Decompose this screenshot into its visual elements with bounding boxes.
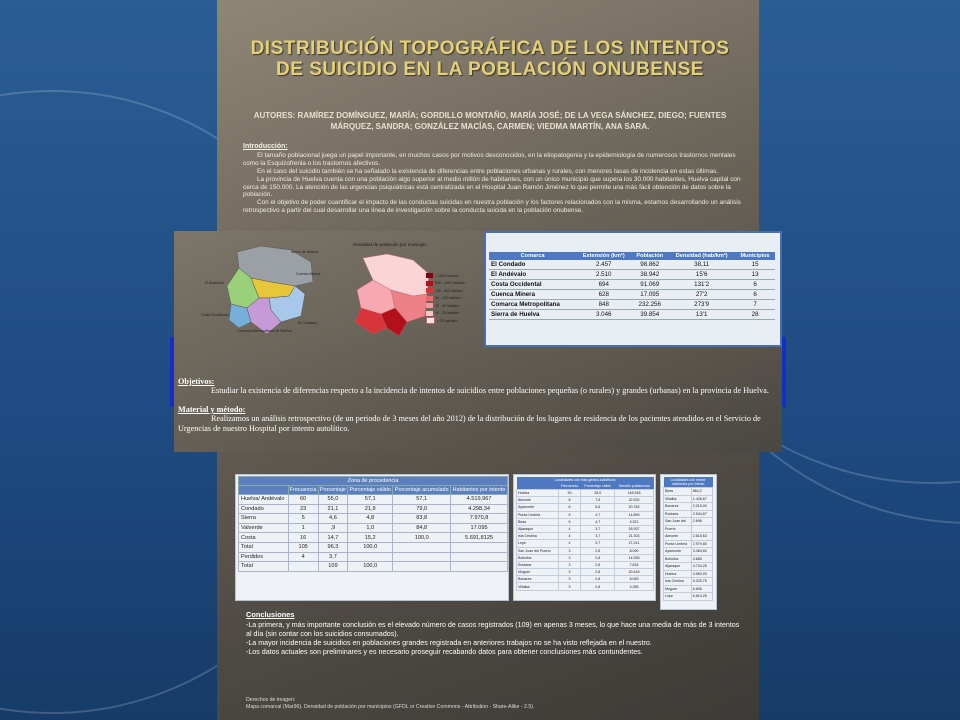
table-row xyxy=(489,260,775,270)
table-cell: 15,2 xyxy=(348,533,393,543)
table-row xyxy=(239,533,508,543)
table-cell: 3.463,83 xyxy=(691,548,712,556)
table-cell: 2,8 xyxy=(581,554,615,561)
table-cell: Bollullos xyxy=(517,554,559,561)
table-cell: Huelva xyxy=(517,490,559,497)
table-cell: Total xyxy=(239,562,289,572)
column-header: Tamaño poblacional xyxy=(615,483,654,490)
table-cell: 3 xyxy=(558,547,581,554)
table-cell: 2,8 xyxy=(581,583,615,590)
table-row xyxy=(664,570,713,578)
map-label: Costa Occidental xyxy=(201,313,229,317)
table-row xyxy=(517,504,654,511)
table-cell: Almonte xyxy=(664,533,692,541)
localidades-table-box xyxy=(513,474,656,601)
table-cell: 6.810,25 xyxy=(691,593,712,601)
credits-heading: Derechos de imagen: xyxy=(246,697,296,703)
localidades-table-body xyxy=(517,490,654,591)
table-cell: Perdidos xyxy=(239,552,289,562)
table-cell: 4 xyxy=(558,540,581,547)
table-cell: 1 xyxy=(288,523,318,533)
table-cell: 23 xyxy=(288,504,318,514)
table-cell: 30 xyxy=(558,490,581,497)
legend-label: 50 - 100 hab/km² xyxy=(435,296,462,301)
table-row xyxy=(517,518,654,525)
table-row xyxy=(664,585,713,593)
table-cell: 4,8 xyxy=(348,514,393,524)
density-map xyxy=(343,250,433,342)
table-cell: 131'2 xyxy=(668,280,735,290)
table-cell: 4 xyxy=(558,525,581,532)
table-row xyxy=(489,300,775,310)
table-title: Localidades con más gestos autolíticos xyxy=(517,477,654,483)
table-row xyxy=(239,504,508,514)
table-cell: 109 xyxy=(318,562,347,572)
table-cell: San Juan del Puerto xyxy=(517,547,559,554)
column-header: Municipios xyxy=(735,252,775,260)
table-cell: Almonte xyxy=(517,497,559,504)
table-cell: 22.525 xyxy=(615,497,654,504)
table-cell: 5,6 xyxy=(581,504,615,511)
conclusions-heading: Conclusiones xyxy=(246,610,295,619)
table-row xyxy=(489,310,775,320)
table-cell: 4.734,25 xyxy=(691,563,712,571)
table-cell: 100,0 xyxy=(393,533,451,543)
column-header: Frecuencia xyxy=(289,487,317,493)
localidades-table xyxy=(516,477,654,591)
table-row xyxy=(489,280,775,290)
table-cell: 57,1 xyxy=(348,495,393,505)
table-row xyxy=(517,497,654,504)
introduction-paragraph: Con el objetivo de poder cuantificar el impacto de las conductas suicidas en nuestra población y los factores relacionados con la misma, estamos desarrollando un análisis retrospectivo a partir del cual desarrollar una línea de investigación sobre la conducta suicida en la población onubense. xyxy=(243,199,741,215)
table-cell: 4,7 xyxy=(581,511,615,518)
table-row xyxy=(517,583,654,590)
legend-item xyxy=(426,317,465,325)
table-cell: 91.069 xyxy=(631,280,668,290)
table-row xyxy=(239,542,508,552)
methods-heading: Material y método: xyxy=(178,404,246,414)
table-row xyxy=(664,488,713,496)
table-cell: 2.544,67 xyxy=(691,510,712,518)
table-row xyxy=(239,552,508,562)
legend-swatch xyxy=(426,273,433,278)
zona-table xyxy=(238,476,508,572)
table-cell xyxy=(288,562,318,572)
column-header: Densidad (hab/km²) xyxy=(668,252,735,260)
table-cell: 3,7 xyxy=(581,540,615,547)
table-cell: 105 xyxy=(288,542,318,552)
table-cell: 6 xyxy=(735,290,775,300)
table-row xyxy=(517,576,654,583)
table-cell: Sierra xyxy=(239,514,289,524)
table-cell: 7.970,8 xyxy=(451,514,508,524)
legend-label: 10 - 25 hab/km² xyxy=(435,311,460,316)
table-cell: 83,8 xyxy=(393,514,451,524)
column-header: Comarca xyxy=(489,252,576,260)
ratio-table-box xyxy=(660,474,717,610)
table-cell: Ayamonte xyxy=(517,504,559,511)
table-row xyxy=(664,578,713,586)
legend-swatch xyxy=(426,311,433,316)
table-row xyxy=(517,554,654,561)
table-cell: Bonares xyxy=(517,576,559,583)
table-cell: 4,7 xyxy=(581,518,615,525)
table-cell: Bollullos xyxy=(664,555,692,563)
table-cell: 232.256 xyxy=(631,300,668,310)
zona-table-body xyxy=(239,495,508,572)
legend-swatch xyxy=(426,288,433,293)
table-row xyxy=(664,495,713,503)
legend-label: 500 - 1000 hab/km² xyxy=(435,281,466,286)
table-cell: 17.095 xyxy=(631,290,668,300)
column-header: Extensión (km²) xyxy=(576,252,631,260)
comarca-table xyxy=(489,252,775,320)
table-row xyxy=(489,290,775,300)
column-header xyxy=(239,486,289,495)
table-cell: ,9 xyxy=(318,523,347,533)
legend-item xyxy=(426,310,465,318)
table-cell: 4 xyxy=(288,552,318,562)
table-cell: 14.899 xyxy=(615,511,654,518)
table-cell: 14.055 xyxy=(615,554,654,561)
table-row xyxy=(239,523,508,533)
column-header: Frecuencia xyxy=(558,483,581,490)
zona-table-box xyxy=(235,474,509,601)
table-row xyxy=(664,555,713,563)
column-header: Habitantes por intento xyxy=(451,486,508,495)
comarcas-map xyxy=(199,242,325,342)
table-cell: 21,1 xyxy=(318,504,347,514)
legend-swatch xyxy=(426,317,435,324)
table-cell: 100,0 xyxy=(348,542,393,552)
table-row xyxy=(664,548,713,556)
table-row xyxy=(517,525,654,532)
legend-label: 100 - 500 hab/km² xyxy=(435,288,464,293)
table-row xyxy=(664,533,713,541)
table-row xyxy=(239,514,508,524)
table-cell: 3,7 xyxy=(581,533,615,540)
table-cell: Rociana xyxy=(664,510,692,518)
table-cell: Huelva xyxy=(664,570,692,578)
legend-item xyxy=(426,295,465,303)
table-row xyxy=(664,563,713,571)
column-header: Porcentaje válido xyxy=(349,487,391,493)
table-cell: 38,11 xyxy=(668,260,735,270)
table-row xyxy=(664,510,713,518)
column-header: Porcentaje acumulado xyxy=(393,486,451,495)
table-row xyxy=(239,562,508,572)
table-cell: 2.979,80 xyxy=(691,540,712,548)
table-cell: 694 xyxy=(576,280,631,290)
table-cell: 4.963,93 xyxy=(691,570,712,578)
map-label: El Andévalo xyxy=(205,281,224,285)
table-cell: 4,6 xyxy=(318,514,347,524)
table-row xyxy=(517,561,654,568)
objectives-methods-section xyxy=(178,377,778,433)
table-row xyxy=(517,547,654,554)
table-cell: Comarca Metropolitana xyxy=(489,300,576,310)
conclusion-line: -La mayor incidencia de suicidios en poblaciones grandes registrada en anteriores trabajos no se ha visto reflejada en el nuestro. xyxy=(246,638,652,647)
table-row xyxy=(517,533,654,540)
table-cell: 864,2 xyxy=(691,488,712,496)
table-cell: 17.095 xyxy=(451,523,508,533)
table-cell: Sierra de Huelva xyxy=(489,310,576,320)
table-cell: Cuenca Minera xyxy=(489,290,576,300)
table-cell: 27.241 xyxy=(615,540,654,547)
map-label: Cuenca Minera xyxy=(296,272,321,276)
objectives-text: Estudiar la existencia de diferencias respecto a la incidencia de intentos de suicidios entre poblaciones pequeñas (o rurales) y grandes (urbanas) en la provincia de Huelva. xyxy=(211,386,769,396)
table-row xyxy=(239,495,508,505)
table-cell: Punta Umbría xyxy=(664,540,692,548)
table-cell: El Condado xyxy=(489,260,576,270)
table-cell: 2.510 xyxy=(576,270,631,280)
table-cell: 148.918 xyxy=(615,490,654,497)
table-cell: Huelva/ Andévalo xyxy=(239,495,289,505)
table-cell: Lepe xyxy=(664,593,692,601)
introduction-paragraph: El tamaño poblacional juega un papel importante, en muchos casos por motivos desconocidos, en la etiopatogenia y la epidemiología de numerosos trastornos mentales como la Esquizofrenia o los trastornos afectivos. xyxy=(243,151,736,167)
table-cell: 5 xyxy=(558,511,581,518)
map-label: El Condado xyxy=(298,321,317,325)
table-cell: Isla Cristina xyxy=(517,533,559,540)
table-cell: 60 xyxy=(288,495,318,505)
table-cell: 1,0 xyxy=(348,523,393,533)
table-cell: 273'9 xyxy=(668,300,735,310)
table-title: Localidades con menor habitantes por intento xyxy=(664,477,713,488)
table-cell: Villalba xyxy=(517,583,559,590)
table-cell: 3 xyxy=(558,576,581,583)
table-cell: Bonares xyxy=(664,503,692,511)
table-cell: 96,3 xyxy=(318,542,347,552)
table-cell: 628 xyxy=(576,290,631,300)
objectives-heading: Objetivos: xyxy=(178,377,215,386)
table-cell: 20.418 xyxy=(615,569,654,576)
introduction-heading: Introducción: xyxy=(243,143,288,150)
table-cell: 4.519,967 xyxy=(451,495,508,505)
table-cell: Punta Umbría xyxy=(517,511,559,518)
conclusion-line: -Los datos actuales son preliminares y es necesario proseguir recabando datos para obtener conclusiones más contundentes. xyxy=(246,647,643,656)
table-cell: Beas xyxy=(517,518,559,525)
table-cell: 7,5 xyxy=(581,497,615,504)
table-cell: Total xyxy=(239,542,289,552)
table-cell: 2.015,00 xyxy=(691,503,712,511)
map-label: Comarca Metropolitana de Huelva xyxy=(237,329,292,333)
table-cell: 2.457 xyxy=(576,260,631,270)
table-cell: 18.937 xyxy=(615,525,654,532)
table-cell: Aljaraque xyxy=(517,525,559,532)
table-cell xyxy=(393,562,451,572)
table-cell: 3 xyxy=(558,583,581,590)
zona-header-row xyxy=(239,486,508,495)
table-cell: 5 xyxy=(288,514,318,524)
table-cell: 6.806 xyxy=(691,585,712,593)
introduction-paragraph: La provincia de Huelva cuenta con una población algo superior al medio millón de habitantes, con un único municipio que supera los 30.000 habitantes, Huelva capital con cerca de 150.000. La atención de las urgencias psiquiátricas está centralizada en el Hospital Juan Ramón Jiménez lo que permite una más fácil obtención de datos sobre la población. xyxy=(243,175,741,199)
conclusion-line: -La primera, y más importante conclusión es el elevado número de casos registrados (109) en apenas 3 meses, lo que hace una media de más de 3 intentos al día (sin contar con los suicidios consumados). xyxy=(246,620,740,638)
table-cell: 3 xyxy=(558,569,581,576)
table-cell: 13 xyxy=(735,270,775,280)
legend-item xyxy=(426,287,465,295)
blue-edge-right xyxy=(782,337,786,407)
column-header: Porcentaje válido xyxy=(581,483,615,490)
table-cell: 1.428,67 xyxy=(691,495,712,503)
table-cell: Aljaraque xyxy=(664,563,692,571)
table-cell: Valverde xyxy=(239,523,289,533)
legend-item xyxy=(426,280,465,288)
table-cell: 4.321 xyxy=(615,518,654,525)
legend-swatch xyxy=(426,303,433,308)
legend-label: 25 - 50 hab/km² xyxy=(435,303,460,308)
table-cell: Moguer xyxy=(517,569,559,576)
table-row xyxy=(664,593,713,601)
table-row xyxy=(517,540,654,547)
table-cell: Ayamonte xyxy=(664,548,692,556)
map-label: Sierra de Huelva xyxy=(291,250,318,254)
introduction-paragraph: En el caso del suicidio también se ha señalado la existencia de diferencias entre poblaciones urbanas y rurales, con menores tasas de incidencia en estas últimas. xyxy=(257,167,719,175)
table-cell: Moguer xyxy=(664,585,692,593)
table-row xyxy=(664,503,713,511)
table-cell: 7 xyxy=(735,300,775,310)
column-header: Población xyxy=(631,252,668,260)
ratio-table-body xyxy=(664,488,713,601)
methods-text: Realizamos un análisis retrospectivo (de un periodo de 3 meses del año 2012) de la distribución de los lugares de residencia de los pacientes atendidos en el Servicio de Urgencias de nuestro Hospital por intento autolítico. xyxy=(178,414,761,433)
table-cell: 27'2 xyxy=(668,290,735,300)
table-cell: 28 xyxy=(735,310,775,320)
comarca-table-box xyxy=(484,231,782,347)
table-cell: 2,8 xyxy=(581,547,615,554)
table-cell: 55,0 xyxy=(318,495,347,505)
table-cell: Lepe xyxy=(517,540,559,547)
table-cell: 84,8 xyxy=(393,523,451,533)
table-cell: 100,0 xyxy=(348,562,393,572)
table-cell: 57,1 xyxy=(393,495,451,505)
density-map-title: Densidad de población por municipio xyxy=(353,242,427,247)
density-legend xyxy=(426,272,465,325)
conclusions-section xyxy=(246,611,746,657)
table-cell: 14,7 xyxy=(318,533,347,543)
table-cell: Costa xyxy=(239,533,289,543)
table-cell: 98.862 xyxy=(631,260,668,270)
table-cell: 6 xyxy=(735,280,775,290)
table-cell: Isla Cristina xyxy=(664,578,692,586)
table-cell xyxy=(393,542,451,552)
table-row xyxy=(664,525,713,533)
introduction-section xyxy=(243,143,743,215)
table-cell: Costa Occidental xyxy=(489,280,576,290)
table-cell: El Andévalo xyxy=(489,270,576,280)
table-cell: 13'1 xyxy=(668,310,735,320)
table-cell: 5 xyxy=(558,518,581,525)
table-cell: 2,8 xyxy=(581,569,615,576)
table-cell: 38.942 xyxy=(631,270,668,280)
table-cell: 4.685 xyxy=(691,555,712,563)
table-cell: 5.691,8125 xyxy=(451,533,508,543)
table-cell: Rociana xyxy=(517,561,559,568)
table-cell: 5.325,75 xyxy=(691,578,712,586)
table-cell: Beas xyxy=(664,488,692,496)
table-cell: 2,8 xyxy=(581,576,615,583)
table-title: Zona de procedencia xyxy=(239,477,508,486)
legend-item xyxy=(426,302,465,310)
table-cell: Condado xyxy=(239,504,289,514)
table-cell: 3 xyxy=(558,554,581,561)
table-row xyxy=(517,511,654,518)
table-cell xyxy=(691,525,712,533)
table-cell: 3 xyxy=(558,561,581,568)
poster-authors: AUTORES: RAMÍREZ DOMÍNGUEZ, MARÍA; GORDILLO MONTAÑO, MARÍA JOSÉ; DE LA VEGA SÁNCHEZ, DIEGO; FUENTES MÁRQUEZ, SANDRA; GONZÁLEZ MACÍAS, CARMEN; VIEDMA MARTÍN, ANA SARA. xyxy=(253,111,727,131)
table-cell: 16 xyxy=(288,533,318,543)
table-cell xyxy=(451,542,508,552)
table-cell: 20.783 xyxy=(615,504,654,511)
table-row xyxy=(664,518,713,526)
poster-title: DISTRIBUCIÓN TOPOGRÁFICA DE LOS INTENTOS DE SUICIDIO EN LA POBLACIÓN ONUBENSE xyxy=(250,38,730,80)
table-cell: 8.090 xyxy=(615,547,654,554)
table-cell: 28,0 xyxy=(581,490,615,497)
table-row xyxy=(517,569,654,576)
table-cell: 4 xyxy=(558,533,581,540)
table-cell: 2.696 xyxy=(691,518,712,526)
legend-swatch xyxy=(426,281,433,286)
table-cell xyxy=(393,552,451,562)
table-cell: 15'6 xyxy=(668,270,735,280)
table-cell: 15 xyxy=(735,260,775,270)
image-credits xyxy=(246,697,746,710)
column-header: Porcentaje xyxy=(320,487,346,493)
table-cell: 7.634 xyxy=(615,561,654,568)
legend-label: > 1000 hab/km² xyxy=(435,273,460,278)
table-cell: 3,7 xyxy=(318,552,347,562)
spacer xyxy=(178,396,778,405)
ratio-table xyxy=(663,477,713,601)
table-cell: 2.815,63 xyxy=(691,533,712,541)
table-cell: San Juan del xyxy=(664,518,692,526)
table-cell: 4.285 xyxy=(615,583,654,590)
table-cell: Puerto xyxy=(664,525,692,533)
table-cell: 21.303 xyxy=(615,533,654,540)
table-cell: 2,8 xyxy=(581,561,615,568)
comarca-table-body xyxy=(489,260,775,320)
table-row xyxy=(489,270,775,280)
legend-swatch xyxy=(426,296,433,301)
table-cell: 39.854 xyxy=(631,310,668,320)
table-cell xyxy=(348,552,393,562)
table-cell: 6 xyxy=(558,504,581,511)
table-row xyxy=(664,540,713,548)
table-cell: 8 xyxy=(558,497,581,504)
legend-item xyxy=(426,272,465,280)
table-cell xyxy=(451,562,508,572)
table-cell: 4.298,34 xyxy=(451,504,508,514)
table-cell: 3,7 xyxy=(581,525,615,532)
table-cell xyxy=(451,552,508,562)
table-cell: 21,9 xyxy=(348,504,393,514)
table-cell: 3.046 xyxy=(576,310,631,320)
table-cell: Villalba xyxy=(664,495,692,503)
legend-label: < 10 hab/km² xyxy=(437,318,458,323)
table-cell: 6.045 xyxy=(615,576,654,583)
table-row xyxy=(517,490,654,497)
table-cell: 848 xyxy=(576,300,631,310)
table-cell: 79,0 xyxy=(393,504,451,514)
credits-text: Mapa comarcal (Mar96). Densidad de población por municipios (GFDL or Creative Commons - Attribution - Share-Alike - 2.5). xyxy=(246,703,535,710)
